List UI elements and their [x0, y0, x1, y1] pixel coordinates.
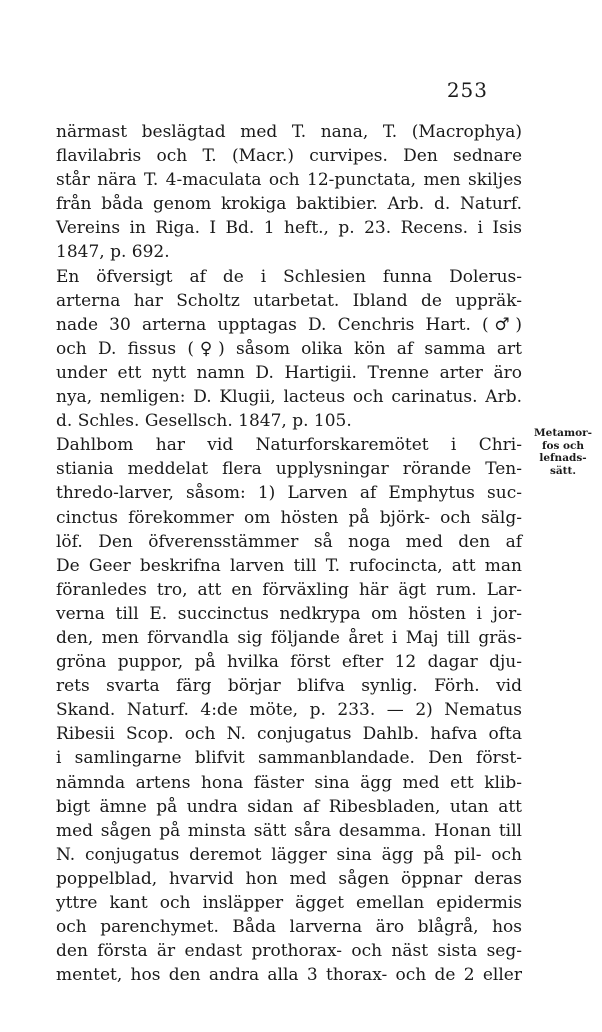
margin-note-line: sätt.: [549, 464, 577, 477]
text-line: den första är endast prothorax- och näst sista seg-: [56, 941, 522, 962]
text-line: N. conjugatus deremot lägger sina ägg på pil- och: [56, 844, 522, 865]
text-line: bigt ämne på undra sidan af Ribesbladen, utan att: [56, 796, 522, 817]
margin-note-line: fos och: [541, 439, 585, 452]
text-line: Dahlbom har vid Naturforskaremötet i Chri-: [56, 435, 522, 456]
text-line: De Geer beskrifna larven till T. rufocincta, att man: [56, 555, 522, 576]
text-line: mentet, hos den andra alla 3 thorax- och de 2 eller: [56, 965, 522, 986]
text-line: stiania meddelat flera upplysningar rörande Ten-: [56, 459, 522, 480]
text-line: Vereins in Riga. I Bd. 1 heft., p. 23. Recens. i Isis: [56, 218, 522, 239]
body-text: [56, 120, 522, 987]
text-line: nya, nemligen: D. Klugii, lacteus och carinatus. Arb.: [56, 387, 522, 408]
text-line: löf. Den öfverensstämmer så noga med den af: [56, 531, 522, 552]
text-line: arterna har Scholtz utarbetat. Ibland de uppräk-: [56, 290, 522, 311]
text-line: cinctus förekommer om hösten på björk- och sälg-: [56, 507, 522, 528]
text-line: och parenchymet. Båda larverna äro blågrå, hos: [56, 917, 522, 938]
text-line: thredo-larver, såsom: 1) Larven af Emphytus suc-: [56, 483, 522, 504]
text-line: yttre kant och insläpper ägget emellan epidermis: [56, 893, 522, 913]
text-line: rets svarta färg börjar blifva synlig. Förh. vid: [56, 676, 522, 697]
text-line: poppelblad, hvarvid hon med sågen öppnar deras: [56, 868, 522, 889]
margin-note-line: lefnads-: [539, 452, 587, 464]
text-line: och D. fissus (♀) såsom olika kön af samma art: [56, 338, 522, 359]
text-line: närmast beslägtad med T. nana, T. (Macrophya): [56, 122, 522, 142]
text-line: nämnda artens hona fäster sina ägg med ett klib-: [56, 772, 522, 793]
text-line: nade 30 arterna upptagas D. Cenchris Hart. (♂): [56, 314, 522, 335]
text-line: Skand. Naturf. 4:de möte, p. 233. — 2) Nematus: [56, 700, 522, 721]
text-line: den, men förvandla sig följande året i Maj till gräs-: [56, 627, 522, 648]
text-line: Ribesii Scop. och N. conjugatus Dahlb. hafva ofta: [56, 724, 522, 745]
text-line: d. Schles. Gesellsch. 1847, p. 105.: [56, 411, 352, 432]
text-line: under ett nytt namn D. Hartigii. Trenne arter äro: [56, 362, 522, 383]
text-line: verna till E. succinctus nedkrypa om hösten i jor-: [56, 603, 522, 624]
text-line: gröna puppor, på hvilka först efter 12 dagar dju-: [56, 652, 522, 673]
text-line: i samlingarne blifvit sammanblandade. Den först-: [56, 748, 522, 769]
text-line: flavilabris och T. (Macr.) curvipes. Den sednare: [56, 146, 522, 167]
page-number: 253: [446, 78, 488, 102]
margin-note: [525, 427, 601, 477]
text-line: föranledes tro, att en förväxling här ägt rum. Lar-: [56, 579, 522, 600]
text-line: 1847, p. 692.: [56, 242, 170, 263]
text-line: En öfversigt af de i Schlesien funna Dolerus-: [56, 266, 522, 287]
text-line: står nära T. 4-maculata och 12-punctata, men skiljes: [56, 170, 522, 191]
text-line: från båda genom krokiga baktibier. Arb. d. Naturf.: [56, 194, 522, 215]
margin-note-line: Metamor-: [534, 427, 592, 439]
text-line: med sågen på minsta sätt såra desamma. Honan till: [56, 820, 522, 841]
